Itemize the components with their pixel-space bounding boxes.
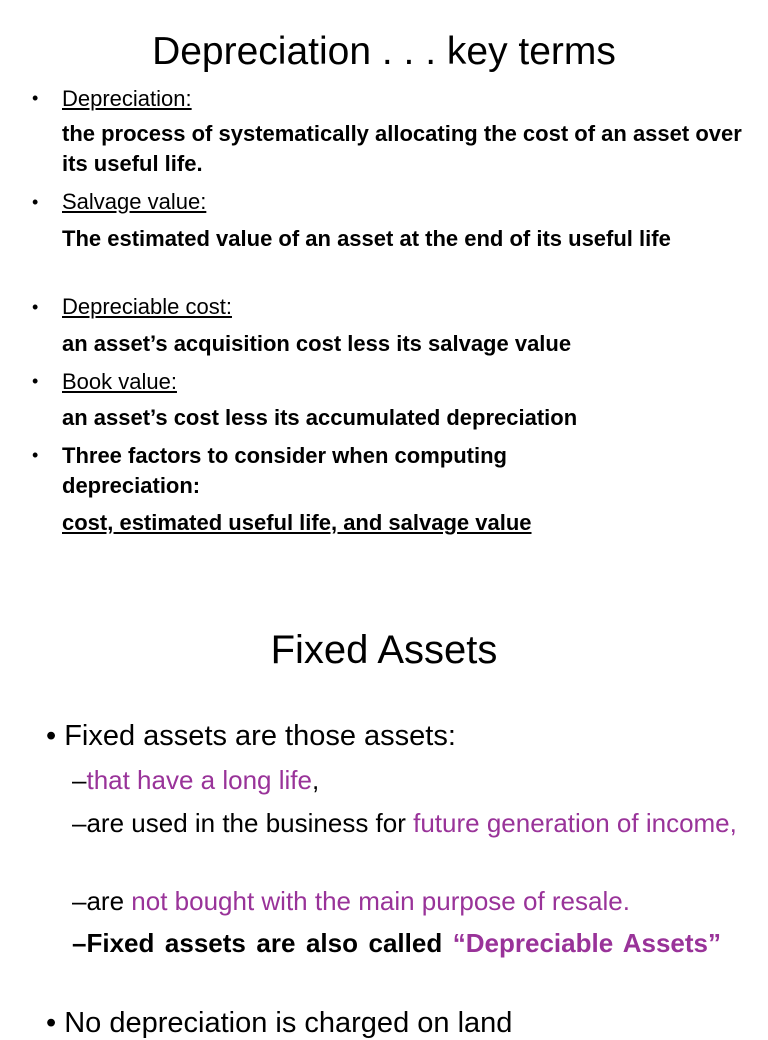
term-salvage-value: Salvage value: <box>62 189 207 214</box>
sub-point-income <box>72 806 743 841</box>
text: are <box>86 886 132 916</box>
slide-title: Depreciation . . . key terms <box>152 30 616 73</box>
term-depreciable-cost: Depreciable cost: <box>62 294 232 319</box>
factors-heading: Three factors to consider when computing depreciation: <box>62 443 507 498</box>
term-book-value: Book value: <box>62 369 177 394</box>
text: , <box>311 765 320 795</box>
highlight-text: “Depreciable Assets” <box>452 928 721 958</box>
factors-answer: cost, estimated useful life, and salvage value <box>62 510 532 535</box>
dash: – <box>72 928 87 958</box>
intro-bullet: • Fixed assets are those assets: <box>46 720 456 752</box>
highlight-text: that have a long life <box>86 765 312 795</box>
definition-depreciation: the process of systematically allocating the cost of an asset over its useful life. <box>62 121 742 176</box>
highlight-text: future generation of income, <box>413 808 737 838</box>
sub-point-long-life <box>72 763 743 798</box>
term-depreciation: Depreciation: <box>62 86 192 111</box>
highlight-text: not bought with the main purpose of resale. <box>131 886 630 916</box>
dash: – <box>72 886 87 916</box>
slide-title: Fixed Assets <box>270 628 498 672</box>
sub-point-resale <box>72 884 743 919</box>
bullet: • <box>32 445 39 465</box>
bullet: • <box>32 88 39 108</box>
sub-point-depreciable <box>72 926 721 961</box>
text: are used in the business for <box>86 808 414 838</box>
definition-depreciable-cost: an asset’s acquisition cost less its salvage value <box>62 331 572 356</box>
bullet: • <box>32 192 39 212</box>
dash: – <box>72 765 87 795</box>
bullet: • <box>32 371 39 391</box>
bullet: • <box>32 297 39 317</box>
dash: – <box>72 808 87 838</box>
text: Fixed assets are also called <box>86 928 453 958</box>
definition-salvage-value: The estimated value of an asset at the end of its useful life <box>62 226 671 251</box>
land-bullet: • No depreciation is charged on land <box>46 1007 513 1039</box>
definition-book-value: an asset’s cost less its accumulated depreciation <box>62 405 578 430</box>
